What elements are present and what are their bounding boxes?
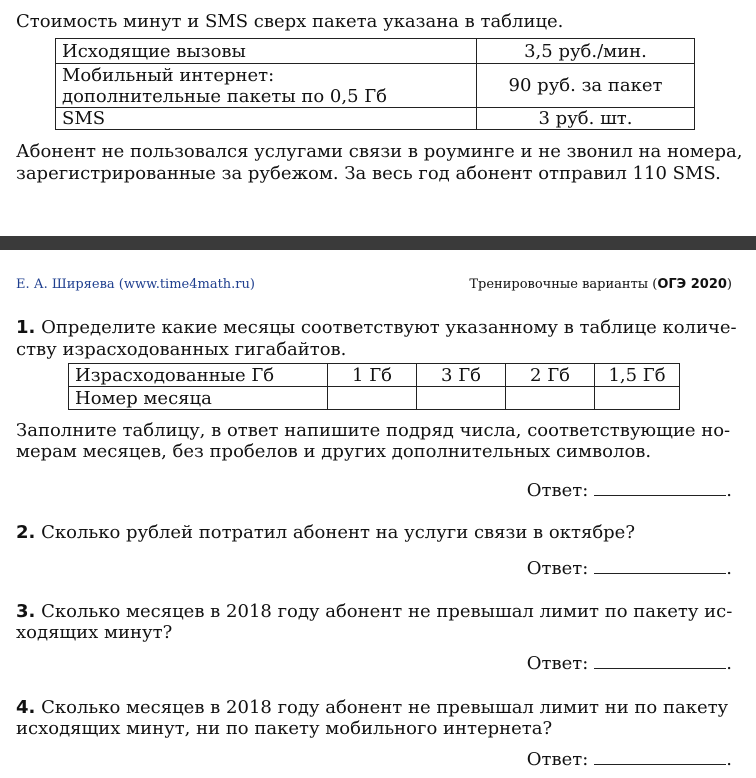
question-3-line: ходящих минут? [16, 622, 173, 643]
rate-label-line: Мобильный интернет: [62, 64, 275, 86]
question-1-line: ству израсходованных гигабайтов. [16, 339, 347, 360]
table-row [69, 364, 680, 387]
variant-prefix: Тренировочные варианты ( [469, 277, 658, 292]
answer-blank[interactable] [594, 479, 726, 496]
answer-label: Ответ: [526, 480, 589, 501]
table-row [56, 39, 695, 64]
answer-label: Ответ: [526, 749, 589, 770]
month-cell[interactable] [328, 387, 417, 410]
table-header-cell: 2 Гб [506, 364, 595, 387]
answer-blank[interactable] [594, 652, 726, 669]
page-divider [0, 236, 756, 250]
rate-label: Исходящие вызовы [56, 39, 477, 64]
table-row-label: Номер месяца [69, 387, 328, 410]
rates-table [55, 38, 695, 130]
answer-blank[interactable] [594, 748, 726, 765]
question-number: 1. [16, 317, 36, 338]
intro-text: Стоимость минут и SMS сверх пакета указана в таблице. [16, 11, 564, 32]
question-4-line [16, 697, 728, 718]
variant-suffix: ) [726, 277, 732, 292]
question-2-line [16, 522, 635, 543]
month-cell[interactable] [595, 387, 680, 410]
gb-table [68, 363, 680, 410]
question-number: 2. [16, 522, 36, 543]
table-row [56, 108, 695, 130]
question-text: Определите какие месяцы соответствуют указанному в таблице количе- [41, 317, 737, 338]
table-row [69, 387, 680, 410]
paragraph-line: зарегистрированные за рубежом. За весь год абонент отправил 110 SMS. [16, 163, 721, 184]
question-number: 3. [16, 601, 36, 622]
exam-label: ОГЭ 2020 [657, 277, 727, 292]
table-row [56, 64, 695, 108]
answer-line-2: Ответ: . [526, 558, 732, 579]
answer-line-4: Ответ: . [526, 749, 732, 770]
question-1-line [16, 317, 737, 338]
question-text: Сколько рублей потратил абонент на услуги связи в октябре? [41, 522, 635, 543]
month-cell[interactable] [417, 387, 506, 410]
table-header-cell: 1,5 Гб [595, 364, 680, 387]
question-1-line: мерам месяцев, без пробелов и других дополнительных символов. [16, 441, 652, 462]
rate-value: 3,5 руб./мин. [477, 39, 695, 64]
answer-label: Ответ: [526, 653, 589, 674]
rate-value: 90 руб. за пакет [477, 64, 695, 108]
rate-label: SMS [56, 108, 477, 130]
question-text: Сколько месяцев в 2018 году абонент не превышал лимит по пакету ис- [41, 601, 733, 622]
author-header: Е. А. Ширяева (www.time4math.ru) [16, 277, 255, 292]
variant-header [469, 277, 732, 292]
table-header-cell: 3 Гб [417, 364, 506, 387]
month-cell[interactable] [506, 387, 595, 410]
question-text: Сколько месяцев в 2018 году абонент не превышал лимит ни по пакету [41, 697, 729, 718]
rate-label [56, 64, 477, 108]
answer-line-1: Ответ: . [526, 480, 732, 501]
question-3-line [16, 601, 732, 622]
answer-line-3: Ответ: . [526, 653, 732, 674]
answer-blank[interactable] [594, 557, 726, 574]
question-number: 4. [16, 697, 36, 718]
answer-label: Ответ: [526, 558, 589, 579]
table-header-cell: Израсходованные Гб [69, 364, 328, 387]
question-1-line: Заполните таблицу, в ответ напишите подряд числа, соответствующие но- [16, 420, 731, 441]
paragraph-line: Абонент не пользовался услугами связи в роуминге и не звонил на номера, [16, 141, 743, 162]
rate-value: 3 руб. шт. [477, 108, 695, 130]
rate-label-line: дополнительные пакеты по 0,5 Гб [62, 85, 388, 107]
question-4-line: исходящих минут, ни по пакету мобильного интернета? [16, 718, 553, 739]
table-header-cell: 1 Гб [328, 364, 417, 387]
